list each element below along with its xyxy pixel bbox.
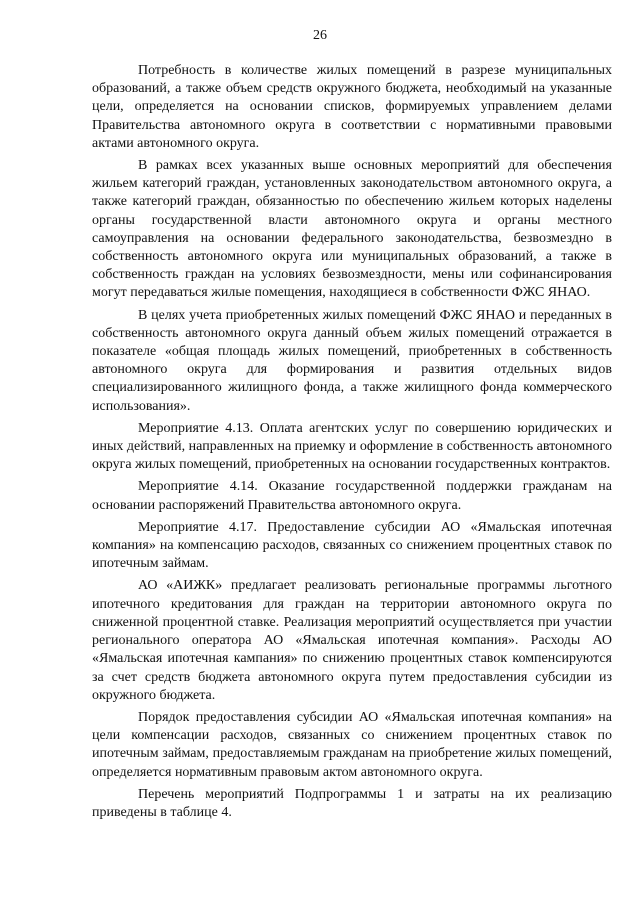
- paragraph-measure-4-13: Мероприятие 4.13. Оплата агентских услуг по совершению юридических и иных действий, направленных на приемку и оформление в собственность автономного округа жилых помещений, приобретенных на основании государственных контрактов.: [92, 420, 612, 473]
- paragraph-housing-transfer: В рамках всех указанных выше основных мероприятий для обеспечения жильем категорий граждан, установленных законодательством автономного округа, а также категорий граждан, обязанностью по обеспечению жильем которых наделены органы государственной власти автономного округа и органы местного самоуправления на основании федерального законодательства, безвозмездно в собственность автономного округа или муниципальных образований, а также в собственность граждан на условиях безвозмездности, мены или софинансирования могут передаваться жилые помещения, находящиеся в собственности ФЖС ЯНАО.: [92, 158, 612, 301]
- paragraph-measure-4-14: Мероприятие 4.14. Оказание государственной поддержки гражданам на основании распоряжений Правительства автономного округа.: [92, 479, 612, 513]
- page-number: 26: [313, 28, 327, 43]
- body-text: [92, 62, 612, 826]
- paragraph-table-reference: Перечень мероприятий Подпрограммы 1 и затраты на их реализацию приведены в таблице 4.: [92, 786, 612, 820]
- paragraph-housing-need: Потребность в количестве жилых помещений в разрезе муниципальных образований, а также объем средств окружного бюджета, необходимый на указанные цели, определяется на основании списков, формируемых управлением делами Правительства автономного округа в соответствии с нормативными правовыми актами автономного округа.: [92, 63, 612, 151]
- paragraph-accounting: В целях учета приобретенных жилых помещений ФЖС ЯНАО и переданных в собственность автономного округа данный объем жилых помещений отражается в показателе «общая площадь жилых помещений, приобретенных в собственность автономного округа для формирования и развития отдельных видов специализированного жилищного фонда, а также жилищного фонда коммерческого использования».: [92, 307, 612, 414]
- paragraph-aizhk: АО «АИЖК» предлагает реализовать региональные программы льготного ипотечного кредитования для граждан на территории автономного округа по сниженной процентной ставке. Реализация мероприятий осуществляется при участии регионального оператора АО «Ямальская ипотечная компания». Расходы АО «Ямальская ипотечная кампания» по снижению процентных ставок компенсируются за счет средств бюджета автономного округа путем предоставления субсидии из окружного бюджета.: [92, 578, 612, 703]
- paragraph-subsidy-procedure: Порядок предоставления субсидии АО «Ямальская ипотечная компания» на цели компенсации расходов, связанных со снижением процентных ставок по ипотечным займам, предоставляемым гражданам на приобретение жилых помещений, определяется нормативным правовым актом автономного округа.: [92, 709, 612, 780]
- paragraph-measure-4-17: Мероприятие 4.17. Предоставление субсидии АО «Ямальская ипотечная компания» на компенсацию расходов, связанных со снижением процентных ставок по ипотечным займам.: [92, 519, 612, 572]
